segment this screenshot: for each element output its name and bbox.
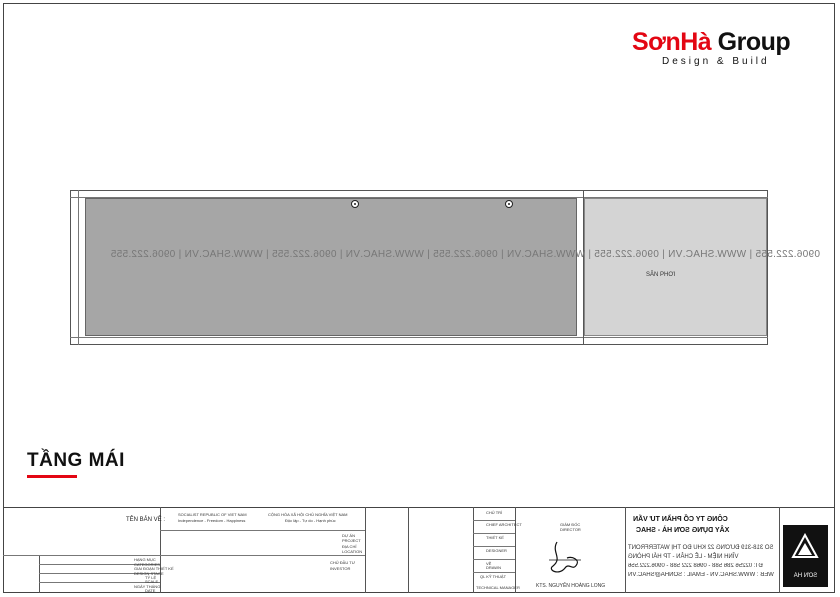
project-row: ĐỊA CHỈ	[342, 544, 357, 549]
company-name-line1: CÔNG TY CỔ PHẦN TƯ VẤN	[633, 516, 728, 523]
plan-parapet-bottom	[70, 337, 768, 338]
watermark-text: 0906.222.555 | WWW.SHAC.VN | 0906.222.555 | WWW.SHAC.VN | 0906.222.555 | WWW.SHAC.VN | 0906.222.555 | WWW.SHAC.VN | 0906.222.555	[110, 249, 820, 260]
tb-row-line	[160, 530, 365, 531]
brand-part-group: Group	[711, 28, 791, 56]
tb-row-line	[3, 555, 160, 556]
plan-wall-left	[78, 190, 79, 345]
tb-left-row: NGÀY THÁNG	[134, 584, 161, 589]
tb-left-row: DATE	[145, 588, 156, 593]
address-line: ĐT: 02256 286 588 - 0968 222 588 - 0906.222.556	[628, 563, 763, 569]
role-row: CHIEF ARCHITECT	[486, 522, 522, 527]
logo-caption: SƠN HÀ	[793, 573, 818, 579]
project-row: PROJECT	[342, 538, 361, 543]
tb-left-row: SCALE	[145, 579, 159, 584]
company-name-line2: XÂY DỰNG SƠN HÀ - SHAC	[636, 527, 730, 534]
roof-slab	[85, 198, 577, 336]
son-ha-logo-icon	[791, 533, 819, 561]
tb-row-line	[473, 546, 515, 547]
drying-terrace	[584, 198, 767, 336]
republic-vn: CỘNG HÒA XÃ HỘI CHỦ NGHĨA VIỆT NAM	[268, 512, 348, 517]
title-underline	[27, 475, 77, 478]
drawing-name-label: TÊN BẢN VẼ :	[126, 517, 166, 523]
company-logo-box	[783, 525, 828, 587]
project-row: LOCATION	[342, 549, 363, 554]
role-row: DRAWN	[486, 565, 501, 570]
address-line: SỐ 318-319 ĐƯỜNG 22 KHU ĐÔ THỊ WATERFRONT	[628, 545, 774, 551]
tb-left-row: CATEGORIES	[134, 562, 160, 567]
tb-col-line	[515, 507, 516, 593]
tb-row-line	[473, 533, 515, 534]
tb-left-row: TỶ LỆ	[145, 575, 157, 580]
republic-en: SOCIALIST REPUBLIC OF VIET NAM	[178, 512, 247, 517]
terrace-label: SÂN PHƠI	[646, 272, 676, 278]
tb-left-row: DESIGN STAGE	[134, 571, 164, 576]
architect-name: KTS. NGUYỄN HOÀNG LONG	[536, 583, 606, 589]
company-logo	[632, 28, 832, 74]
brand-part-ha: Hà	[680, 28, 712, 56]
role-row: QL KỸ THUẬT	[480, 574, 507, 579]
brand-tagline: Design & Build	[662, 56, 770, 67]
role-row: VẼ	[486, 561, 492, 566]
role-row: DESIGNER	[486, 548, 507, 553]
tb-row-line	[39, 582, 160, 583]
address-line: WEB : WWW.SHAC.VN - EMAIL : SONHA@SHAC.VN	[628, 572, 774, 578]
tb-row-line	[473, 559, 515, 560]
role-row: TECHNICAL MANAGER	[476, 585, 520, 590]
project-row: CHỦ ĐẦU TƯ	[330, 560, 356, 565]
project-row: DỰ ÁN	[342, 533, 355, 538]
director-label: GIÁM ĐỐC	[560, 522, 581, 527]
tb-row-line	[473, 572, 515, 573]
address-line: VĨNH NIỆM - LÊ CHÂN - TP HẢI PHÒNG	[628, 554, 739, 560]
project-row: INVESTOR	[330, 566, 351, 571]
tb-col-line	[365, 507, 366, 593]
motto-vn: Độc lập - Tự do - Hạnh phúc	[285, 518, 336, 523]
tb-row-line	[473, 520, 515, 521]
director-label-en: DIRECTOR	[560, 527, 581, 532]
brand-part-son: Sơn	[632, 28, 681, 56]
tb-col-line	[625, 507, 626, 593]
motto-en: Independence - Freedom - Happiness	[178, 518, 246, 523]
tb-left-row: GIAI ĐOẠN THIẾT KẾ	[134, 566, 174, 571]
tb-col-line	[408, 507, 409, 593]
brand-name	[632, 28, 790, 57]
tb-col-line	[779, 507, 780, 593]
floor-drain-icon	[505, 200, 513, 208]
drawing-title: TẦNG MÁI	[27, 450, 125, 471]
tb-row-line	[160, 555, 365, 556]
role-row: CHỦ TRÌ	[486, 510, 503, 515]
signature-icon	[543, 538, 585, 580]
tb-col-line	[39, 555, 40, 593]
role-row: THIẾT KẾ	[486, 535, 504, 540]
floor-drain-icon	[351, 200, 359, 208]
tb-left-row: HẠNG MỤC	[134, 557, 156, 562]
